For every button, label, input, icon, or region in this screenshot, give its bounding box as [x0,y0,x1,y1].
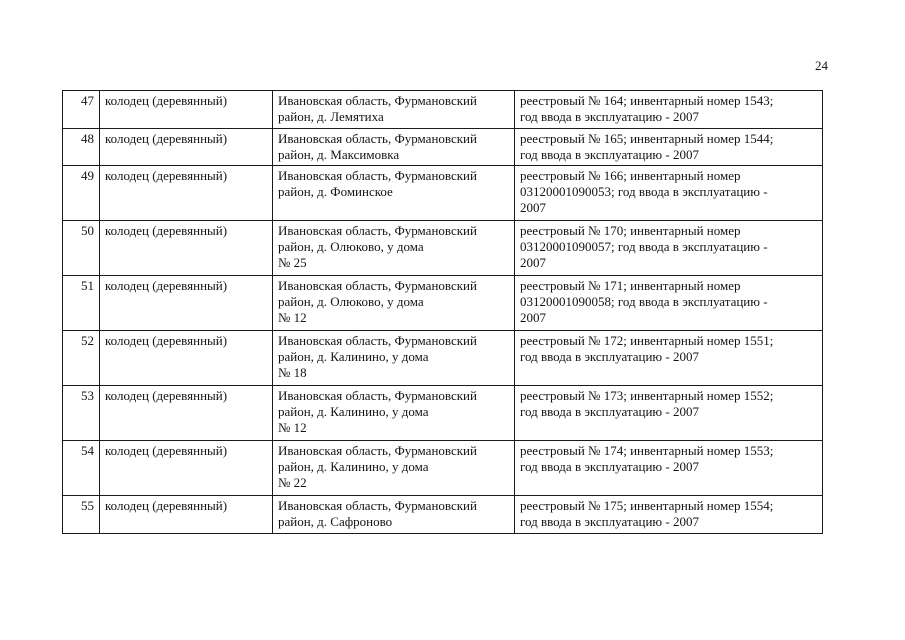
row-number: 54 [63,441,100,496]
object-address: Ивановская область, Фурмановский район, д. Лемятиха [273,91,515,129]
object-registry-info: реестровый № 171; инвентарный номер 03120001090058; год ввода в эксплуатацию - 2007 [515,276,823,331]
object-registry-info: реестровый № 165; инвентарный номер 1544; год ввода в эксплуатацию - 2007 [515,129,823,166]
object-registry-info: реестровый № 170; инвентарный номер 03120001090057; год ввода в эксплуатацию - 2007 [515,221,823,276]
row-number: 49 [63,166,100,221]
object-address: Ивановская область, Фурмановский район, д. Сафроново [273,496,515,534]
object-address: Ивановская область, Фурмановский район, д. Калинино, у дома № 22 [273,441,515,496]
object-address: Ивановская область, Фурмановский район, д. Калинино, у дома № 12 [273,386,515,441]
table-row [63,221,823,276]
row-number: 52 [63,331,100,386]
object-name: колодец (деревянный) [100,331,273,386]
object-address: Ивановская область, Фурмановский район, д. Калинино, у дома № 18 [273,331,515,386]
row-number: 50 [63,221,100,276]
object-name: колодец (деревянный) [100,129,273,166]
row-number: 53 [63,386,100,441]
row-number: 55 [63,496,100,534]
object-registry-info: реестровый № 175; инвентарный номер 1554; год ввода в эксплуатацию - 2007 [515,496,823,534]
table-row [63,441,823,496]
object-registry-info: реестровый № 166; инвентарный номер 03120001090053; год ввода в эксплуатацию - 2007 [515,166,823,221]
object-registry-info: реестровый № 174; инвентарный номер 1553; год ввода в эксплуатацию - 2007 [515,441,823,496]
object-name: колодец (деревянный) [100,91,273,129]
object-address: Ивановская область, Фурмановский район, д. Олюково, у дома № 25 [273,221,515,276]
table-row [63,496,823,534]
table-row [63,166,823,221]
object-name: колодец (деревянный) [100,496,273,534]
table-row [63,276,823,331]
object-name: колодец (деревянный) [100,276,273,331]
row-number: 51 [63,276,100,331]
table-row [63,331,823,386]
object-address: Ивановская область, Фурмановский район, д. Фоминское [273,166,515,221]
object-address: Ивановская область, Фурмановский район, д. Максимовка [273,129,515,166]
object-name: колодец (деревянный) [100,221,273,276]
object-name: колодец (деревянный) [100,441,273,496]
object-name: колодец (деревянный) [100,386,273,441]
object-registry-info: реестровый № 173; инвентарный номер 1552; год ввода в эксплуатацию - 2007 [515,386,823,441]
object-registry-info: реестровый № 172; инвентарный номер 1551; год ввода в эксплуатацию - 2007 [515,331,823,386]
object-name: колодец (деревянный) [100,166,273,221]
table-row [63,91,823,129]
table-row [63,129,823,166]
property-registry-table [62,90,823,534]
page-number: 24 [815,58,828,73]
row-number: 48 [63,129,100,166]
table-row [63,386,823,441]
object-registry-info: реестровый № 164; инвентарный номер 1543; год ввода в эксплуатацию - 2007 [515,91,823,129]
object-address: Ивановская область, Фурмановский район, д. Олюково, у дома № 12 [273,276,515,331]
row-number: 47 [63,91,100,129]
